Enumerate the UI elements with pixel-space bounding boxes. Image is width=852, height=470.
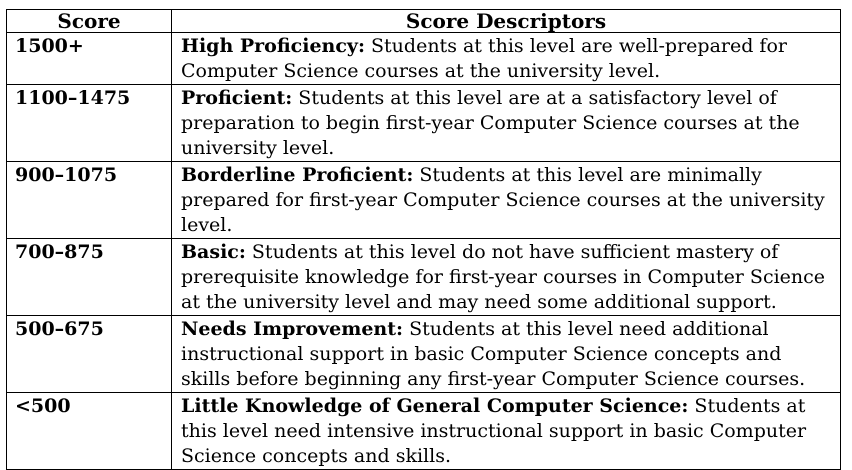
descriptor-text: Students at this level are minimally prepared for first-year Computer Science courses at the university level. — [181, 164, 825, 236]
score-range: 1500+ — [7, 33, 172, 85]
score-range: <500 — [7, 393, 172, 470]
descriptor-label: Basic: — [181, 241, 246, 263]
descriptor-cell — [172, 239, 841, 316]
descriptor-label: Proficient: — [181, 87, 293, 109]
descriptor-cell — [172, 33, 841, 85]
descriptor-label: Needs Improvement: — [181, 318, 404, 340]
score-range: 1100–1475 — [7, 85, 172, 162]
score-descriptors-table — [6, 9, 841, 470]
descriptor-cell — [172, 162, 841, 239]
score-range: 700–875 — [7, 239, 172, 316]
descriptor-cell — [172, 393, 841, 470]
table-row — [7, 393, 841, 470]
table-row — [7, 239, 841, 316]
table-row — [7, 162, 841, 239]
descriptor-text: Students at this level need intensive instructional support in basic Computer Science concepts and skills. — [181, 395, 807, 467]
score-range: 900–1075 — [7, 162, 172, 239]
descriptor-label: High Proficiency: — [181, 35, 365, 57]
descriptor-label: Borderline Proficient: — [181, 164, 414, 186]
score-column-header: Score — [7, 10, 172, 33]
descriptor-text: Students at this level are well-prepared for Computer Science courses at the university level. — [181, 35, 787, 82]
header-row — [7, 10, 841, 33]
descriptor-text: Students at this level need additional instructional support in basic Computer Science concepts and skills before beginning any first-year Computer Science courses. — [181, 318, 806, 390]
table-row — [7, 316, 841, 393]
descriptors-column-header: Score Descriptors — [172, 10, 841, 33]
descriptor-cell — [172, 316, 841, 393]
descriptor-label: Little Knowledge of General Computer Science: — [181, 395, 689, 417]
descriptor-cell — [172, 85, 841, 162]
descriptor-text: Students at this level are at a satisfactory level of preparation to begin first-year Computer Science courses at the university level. — [181, 87, 800, 159]
table-row — [7, 85, 841, 162]
score-range: 500–675 — [7, 316, 172, 393]
table-row — [7, 33, 841, 85]
descriptor-text: Students at this level do not have sufficient mastery of prerequisite knowledge for first-year courses in Computer Science at the university level and may need some additional support. — [181, 241, 826, 313]
